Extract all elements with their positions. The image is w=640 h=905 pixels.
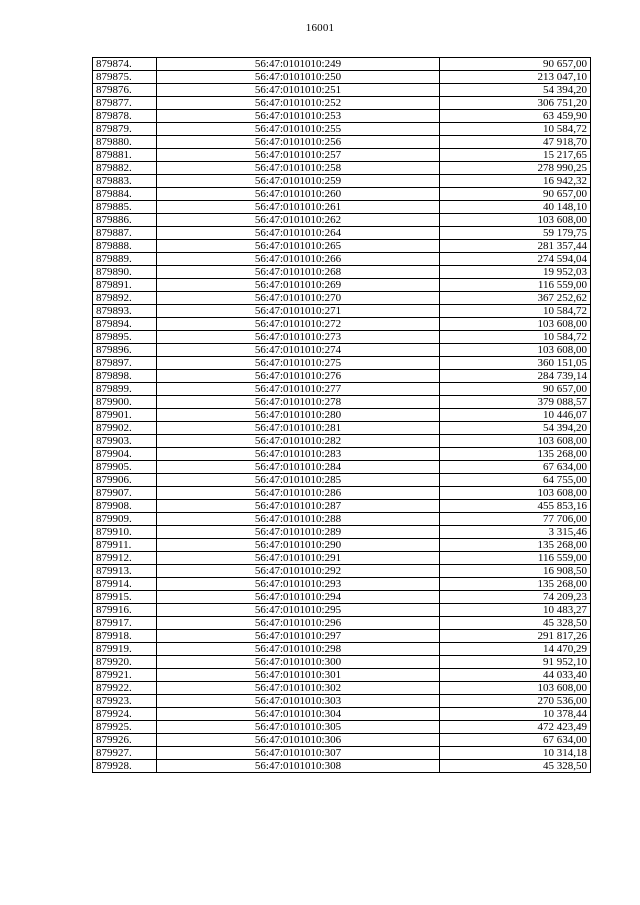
table-row [93,500,591,513]
row-number-cell: 879918. [93,630,157,643]
page-number: 16001 [305,22,335,34]
cadastral-value-cell: 91 952,10 [440,656,591,669]
cadastral-number-cell: 56:47:0101010:264 [157,227,440,240]
cadastral-value-cell: 47 918,70 [440,136,591,149]
cadastral-number-cell: 56:47:0101010:275 [157,357,440,370]
cadastral-value-cell: 291 817,26 [440,630,591,643]
table-row [93,227,591,240]
cadastral-value-cell: 472 423,49 [440,721,591,734]
cadastral-value-cell: 10 483,27 [440,604,591,617]
table-row [93,435,591,448]
row-number-cell: 879919. [93,643,157,656]
cadastral-value-cell: 10 314,18 [440,747,591,760]
table-row [93,162,591,175]
cadastral-value-cell: 281 357,44 [440,240,591,253]
table-row [93,344,591,357]
cadastral-number-cell: 56:47:0101010:274 [157,344,440,357]
row-number-cell: 879875. [93,71,157,84]
table-row [93,617,591,630]
table-row [93,383,591,396]
cadastral-number-cell: 56:47:0101010:290 [157,539,440,552]
table-row [93,721,591,734]
table-row [93,539,591,552]
row-number-cell: 879896. [93,344,157,357]
table-row [93,643,591,656]
cadastral-value-cell: 90 657,00 [440,58,591,71]
cadastral-value-cell: 10 378,44 [440,708,591,721]
cadastral-number-cell: 56:47:0101010:276 [157,370,440,383]
table-row [93,149,591,162]
cadastral-value-cell: 135 268,00 [440,578,591,591]
cadastral-number-cell: 56:47:0101010:307 [157,747,440,760]
cadastral-value-cell: 10 584,72 [440,331,591,344]
row-number-cell: 879920. [93,656,157,669]
cadastral-number-cell: 56:47:0101010:304 [157,708,440,721]
row-number-cell: 879914. [93,578,157,591]
table-row [93,591,591,604]
cadastral-value-cell: 64 755,00 [440,474,591,487]
cadastral-number-cell: 56:47:0101010:291 [157,552,440,565]
cadastral-number-cell: 56:47:0101010:305 [157,721,440,734]
cadastral-number-cell: 56:47:0101010:282 [157,435,440,448]
table-row [93,461,591,474]
row-number-cell: 879906. [93,474,157,487]
cadastral-value-cell: 10 584,72 [440,123,591,136]
row-number-cell: 879898. [93,370,157,383]
row-number-cell: 879902. [93,422,157,435]
cadastral-value-cell: 306 751,20 [440,97,591,110]
cadastral-number-cell: 56:47:0101010:285 [157,474,440,487]
row-number-cell: 879880. [93,136,157,149]
table-row [93,578,591,591]
table-row [93,58,591,71]
cadastral-number-cell: 56:47:0101010:302 [157,682,440,695]
cadastral-number-cell: 56:47:0101010:289 [157,526,440,539]
table-row [93,357,591,370]
row-number-cell: 879915. [93,591,157,604]
table-row [93,188,591,201]
cadastral-number-cell: 56:47:0101010:288 [157,513,440,526]
table-row [93,279,591,292]
cadastral-value-cell: 16 908,50 [440,565,591,578]
row-number-cell: 879881. [93,149,157,162]
cadastral-value-cell: 116 559,00 [440,552,591,565]
row-number-cell: 879886. [93,214,157,227]
cadastral-number-cell: 56:47:0101010:250 [157,71,440,84]
cadastral-number-cell: 56:47:0101010:251 [157,84,440,97]
cadastral-value-cell: 213 047,10 [440,71,591,84]
cadastral-number-cell: 56:47:0101010:284 [157,461,440,474]
row-number-cell: 879892. [93,292,157,305]
cadastral-number-cell: 56:47:0101010:270 [157,292,440,305]
cadastral-value-cell: 77 706,00 [440,513,591,526]
cadastral-value-cell: 278 990,25 [440,162,591,175]
cadastral-number-cell: 56:47:0101010:255 [157,123,440,136]
cadastral-number-cell: 56:47:0101010:278 [157,396,440,409]
cadastral-number-cell: 56:47:0101010:266 [157,253,440,266]
cadastral-number-cell: 56:47:0101010:252 [157,97,440,110]
cadastral-value-cell: 367 252,62 [440,292,591,305]
cadastral-value-cell: 67 634,00 [440,461,591,474]
cadastral-value-table [92,57,591,773]
table-row [93,526,591,539]
cadastral-value-cell: 103 608,00 [440,435,591,448]
row-number-cell: 879928. [93,760,157,773]
row-number-cell: 879913. [93,565,157,578]
cadastral-value-cell: 360 151,05 [440,357,591,370]
row-number-cell: 879912. [93,552,157,565]
cadastral-value-cell: 135 268,00 [440,539,591,552]
cadastral-value-cell: 54 394,20 [440,422,591,435]
cadastral-number-cell: 56:47:0101010:249 [157,58,440,71]
row-number-cell: 879891. [93,279,157,292]
table-row [93,565,591,578]
row-number-cell: 879884. [93,188,157,201]
table-row [93,513,591,526]
cadastral-number-cell: 56:47:0101010:281 [157,422,440,435]
cadastral-value-cell: 103 608,00 [440,682,591,695]
cadastral-number-cell: 56:47:0101010:265 [157,240,440,253]
table-row [93,110,591,123]
row-number-cell: 879925. [93,721,157,734]
row-number-cell: 879911. [93,539,157,552]
cadastral-value-cell: 103 608,00 [440,318,591,331]
cadastral-number-cell: 56:47:0101010:260 [157,188,440,201]
cadastral-value-cell: 103 608,00 [440,344,591,357]
row-number-cell: 879923. [93,695,157,708]
cadastral-number-cell: 56:47:0101010:258 [157,162,440,175]
table-row [93,318,591,331]
table-row [93,214,591,227]
table-row [93,734,591,747]
cadastral-value-cell: 44 033,40 [440,669,591,682]
cadastral-value-cell: 3 315,46 [440,526,591,539]
table-row [93,136,591,149]
cadastral-value-cell: 45 328,50 [440,617,591,630]
row-number-cell: 879894. [93,318,157,331]
row-number-cell: 879893. [93,305,157,318]
cadastral-number-cell: 56:47:0101010:273 [157,331,440,344]
row-number-cell: 879878. [93,110,157,123]
cadastral-number-cell: 56:47:0101010:271 [157,305,440,318]
cadastral-number-cell: 56:47:0101010:268 [157,266,440,279]
row-number-cell: 879916. [93,604,157,617]
row-number-cell: 879876. [93,84,157,97]
cadastral-value-cell: 16 942,32 [440,175,591,188]
row-number-cell: 879885. [93,201,157,214]
table-row [93,656,591,669]
table-row [93,253,591,266]
cadastral-number-cell: 56:47:0101010:280 [157,409,440,422]
table-body [93,58,591,773]
table-row [93,71,591,84]
table-row [93,682,591,695]
table-row [93,266,591,279]
table-row [93,747,591,760]
row-number-cell: 879909. [93,513,157,526]
cadastral-number-cell: 56:47:0101010:306 [157,734,440,747]
row-number-cell: 879887. [93,227,157,240]
table-row [93,331,591,344]
cadastral-value-cell: 10 584,72 [440,305,591,318]
cadastral-value-cell: 116 559,00 [440,279,591,292]
cadastral-number-cell: 56:47:0101010:298 [157,643,440,656]
cadastral-number-cell: 56:47:0101010:262 [157,214,440,227]
table-row [93,97,591,110]
cadastral-value-cell: 45 328,50 [440,760,591,773]
cadastral-number-cell: 56:47:0101010:283 [157,448,440,461]
table-row [93,396,591,409]
cadastral-value-cell: 455 853,16 [440,500,591,513]
table-row [93,240,591,253]
row-number-cell: 879927. [93,747,157,760]
row-number-cell: 879904. [93,448,157,461]
cadastral-number-cell: 56:47:0101010:303 [157,695,440,708]
row-number-cell: 879900. [93,396,157,409]
table-row [93,175,591,188]
cadastral-value-cell: 59 179,75 [440,227,591,240]
cadastral-value-cell: 19 952,03 [440,266,591,279]
cadastral-number-cell: 56:47:0101010:277 [157,383,440,396]
row-number-cell: 879903. [93,435,157,448]
cadastral-value-cell: 54 394,20 [440,84,591,97]
cadastral-value-cell: 10 446,07 [440,409,591,422]
table-row [93,708,591,721]
row-number-cell: 879905. [93,461,157,474]
table-row [93,201,591,214]
row-number-cell: 879877. [93,97,157,110]
row-number-cell: 879888. [93,240,157,253]
cadastral-number-cell: 56:47:0101010:292 [157,565,440,578]
row-number-cell: 879924. [93,708,157,721]
cadastral-value-cell: 270 536,00 [440,695,591,708]
row-number-cell: 879879. [93,123,157,136]
table-row [93,487,591,500]
row-number-cell: 879882. [93,162,157,175]
table-row [93,84,591,97]
cadastral-value-cell: 63 459,90 [440,110,591,123]
row-number-cell: 879897. [93,357,157,370]
row-number-cell: 879908. [93,500,157,513]
table-row [93,422,591,435]
table-row [93,123,591,136]
table-row [93,370,591,383]
cadastral-number-cell: 56:47:0101010:301 [157,669,440,682]
cadastral-value-cell: 15 217,65 [440,149,591,162]
cadastral-number-cell: 56:47:0101010:295 [157,604,440,617]
cadastral-number-cell: 56:47:0101010:256 [157,136,440,149]
cadastral-number-cell: 56:47:0101010:287 [157,500,440,513]
table-row [93,305,591,318]
row-number-cell: 879926. [93,734,157,747]
cadastral-value-cell: 135 268,00 [440,448,591,461]
cadastral-value-cell: 274 594,04 [440,253,591,266]
row-number-cell: 879921. [93,669,157,682]
row-number-cell: 879899. [93,383,157,396]
cadastral-number-cell: 56:47:0101010:259 [157,175,440,188]
row-number-cell: 879922. [93,682,157,695]
table-row [93,669,591,682]
cadastral-number-cell: 56:47:0101010:308 [157,760,440,773]
cadastral-value-cell: 67 634,00 [440,734,591,747]
row-number-cell: 879910. [93,526,157,539]
table-row [93,409,591,422]
table-row [93,760,591,773]
cadastral-number-cell: 56:47:0101010:300 [157,656,440,669]
cadastral-value-cell: 90 657,00 [440,188,591,201]
cadastral-value-cell: 40 148,10 [440,201,591,214]
table-row [93,448,591,461]
cadastral-number-cell: 56:47:0101010:272 [157,318,440,331]
cadastral-number-cell: 56:47:0101010:297 [157,630,440,643]
row-number-cell: 879890. [93,266,157,279]
cadastral-value-cell: 14 470,29 [440,643,591,656]
cadastral-number-cell: 56:47:0101010:257 [157,149,440,162]
cadastral-value-cell: 103 608,00 [440,214,591,227]
cadastral-number-cell: 56:47:0101010:261 [157,201,440,214]
cadastral-number-cell: 56:47:0101010:269 [157,279,440,292]
cadastral-number-cell: 56:47:0101010:294 [157,591,440,604]
table-row [93,474,591,487]
row-number-cell: 879895. [93,331,157,344]
cadastral-value-cell: 284 739,14 [440,370,591,383]
cadastral-value-cell: 74 209,23 [440,591,591,604]
row-number-cell: 879907. [93,487,157,500]
cadastral-number-cell: 56:47:0101010:296 [157,617,440,630]
table-row [93,630,591,643]
table-row [93,604,591,617]
row-number-cell: 879883. [93,175,157,188]
row-number-cell: 879874. [93,58,157,71]
table-row [93,695,591,708]
cadastral-number-cell: 56:47:0101010:253 [157,110,440,123]
row-number-cell: 879889. [93,253,157,266]
cadastral-value-cell: 103 608,00 [440,487,591,500]
row-number-cell: 879917. [93,617,157,630]
table-row [93,292,591,305]
cadastral-number-cell: 56:47:0101010:286 [157,487,440,500]
cadastral-value-cell: 379 088,57 [440,396,591,409]
cadastral-number-cell: 56:47:0101010:293 [157,578,440,591]
cadastral-value-cell: 90 657,00 [440,383,591,396]
row-number-cell: 879901. [93,409,157,422]
table-row [93,552,591,565]
